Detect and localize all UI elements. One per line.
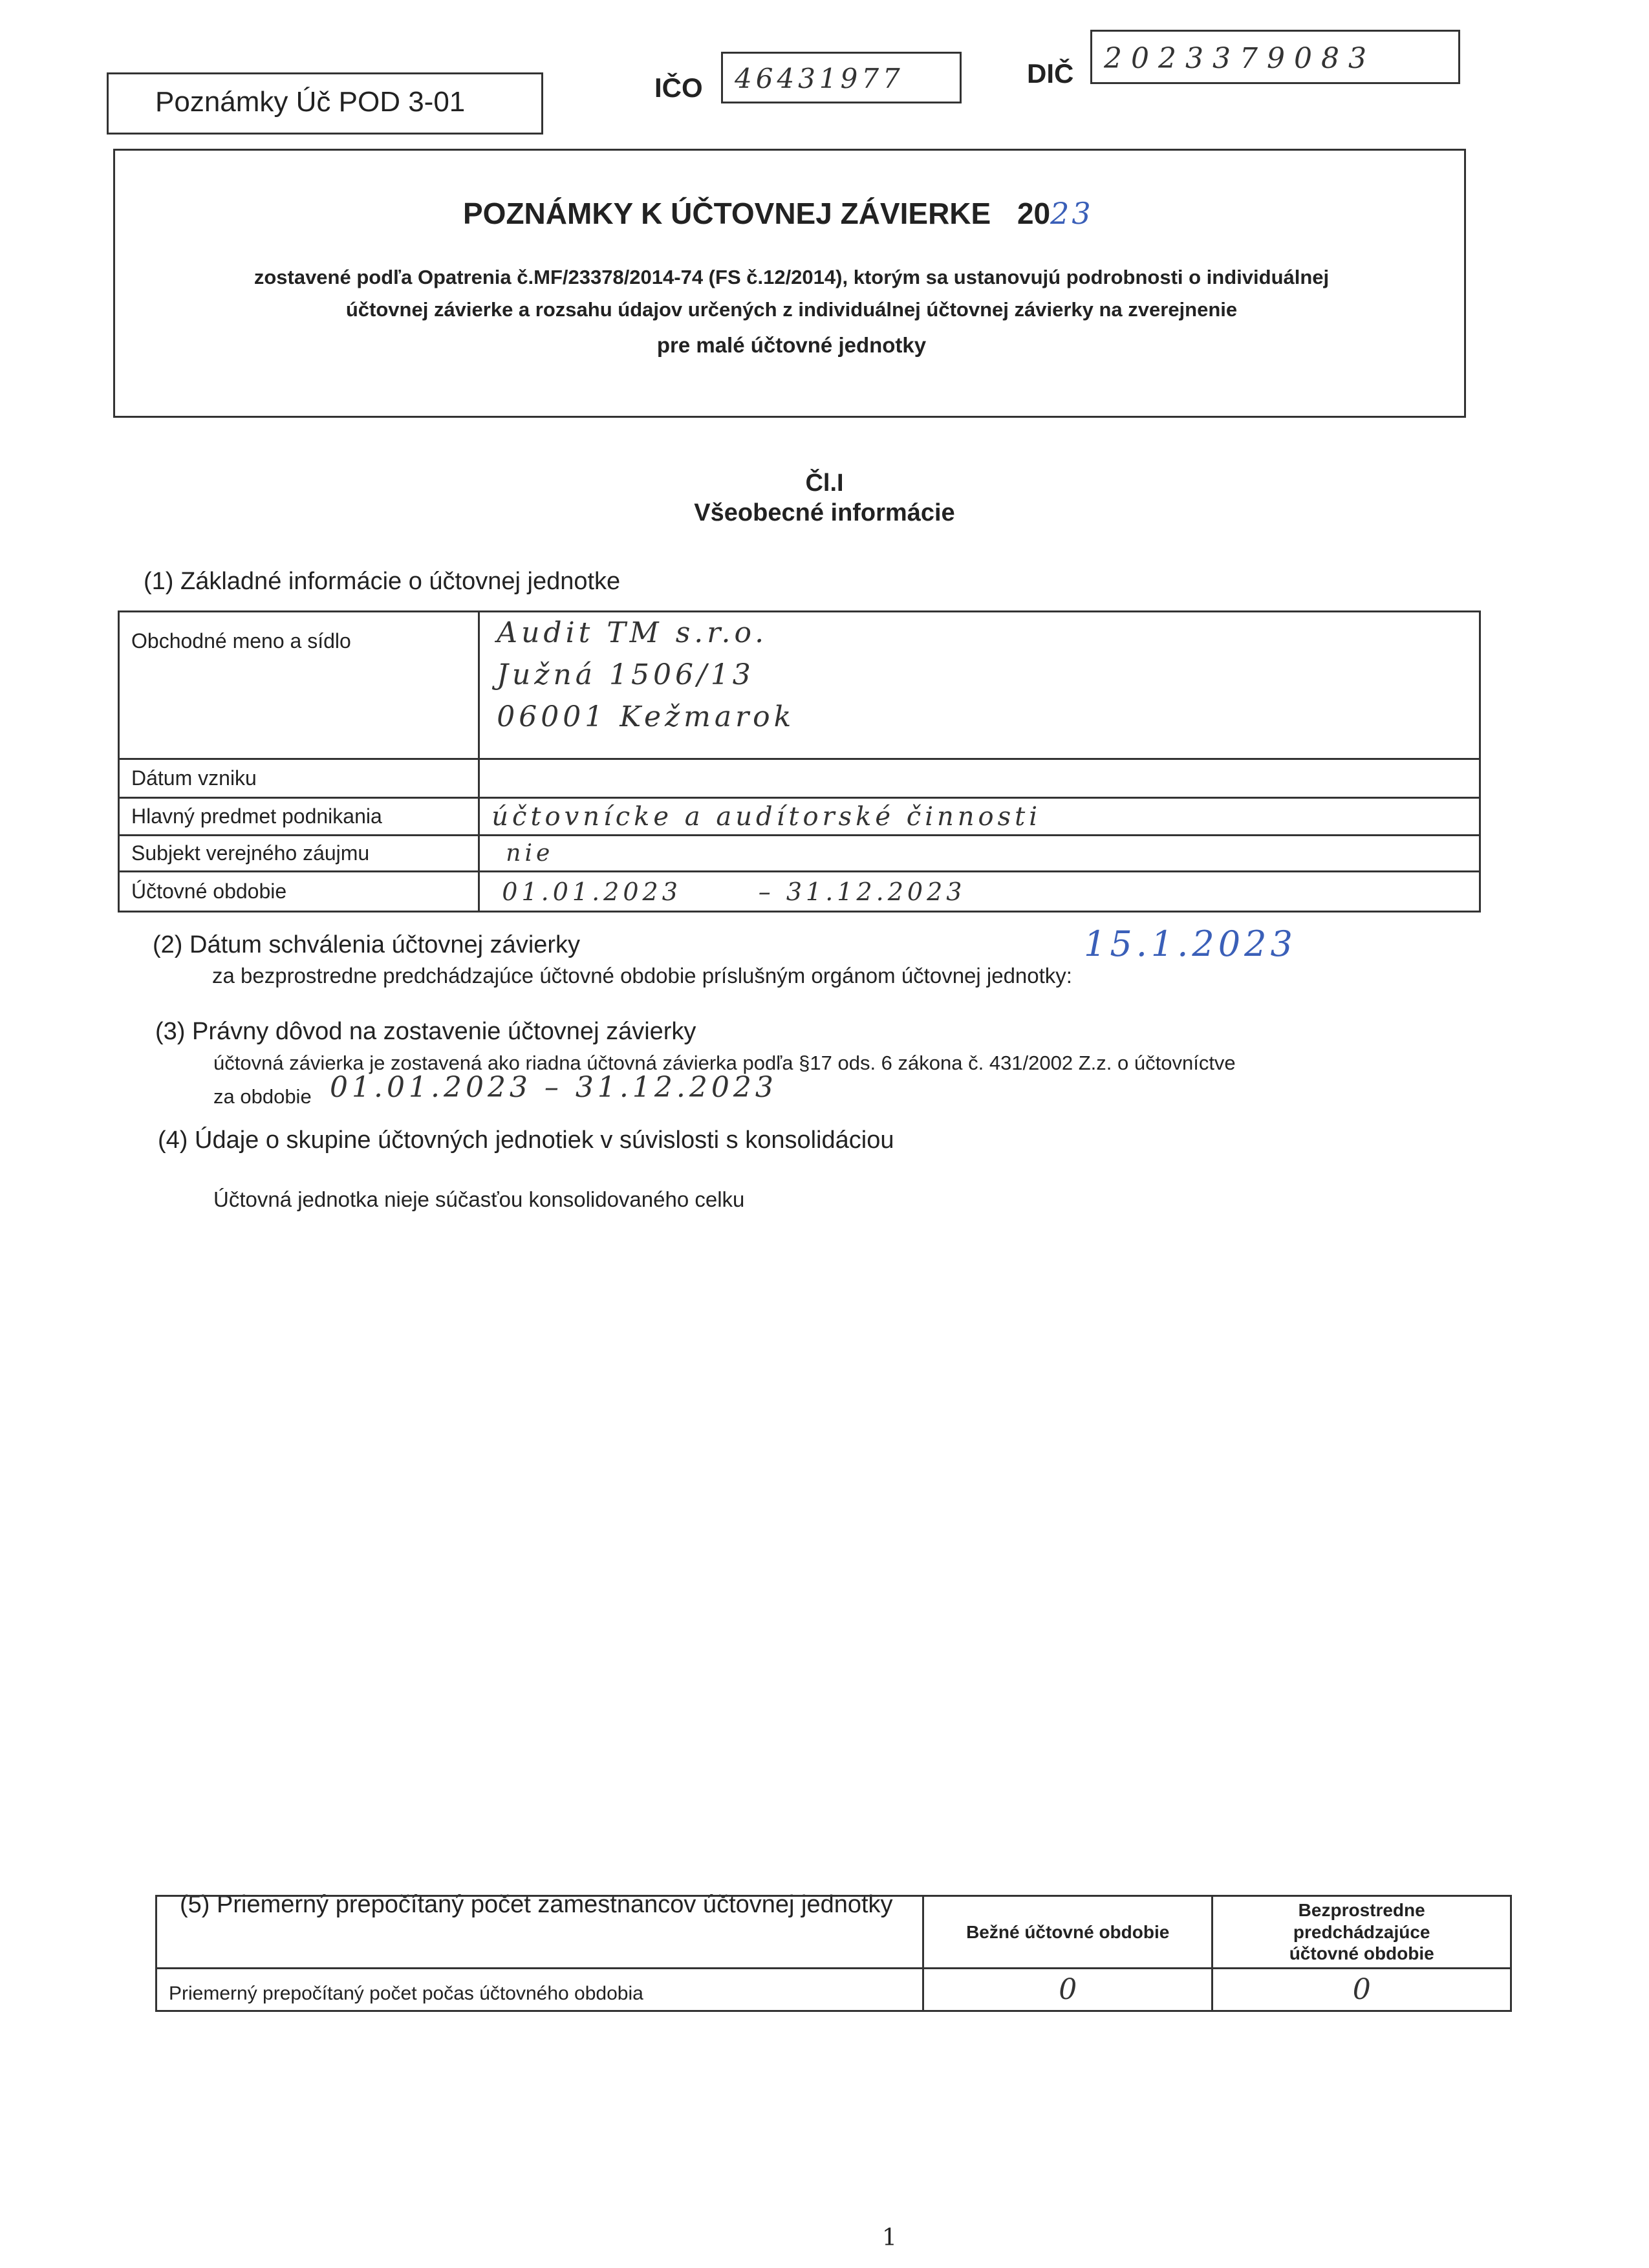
ico-field	[721, 52, 962, 103]
company-name: Audit TM s.r.o.	[497, 616, 768, 649]
header-blank-cell	[156, 1896, 923, 1969]
col-previous-line-3: účtovné obdobie	[1289, 1943, 1434, 1964]
section2-text: za bezprostredne predchádzajúce účtovné obdobie príslušným orgánom účtovnej jednotky:	[212, 964, 1072, 988]
row-label: Dátum vzniku	[119, 759, 479, 798]
section3-period-label: za obdobie	[213, 1085, 312, 1108]
row-label: Účtovné obdobie	[119, 872, 479, 912]
dic-field	[1090, 30, 1460, 84]
employees-table	[155, 1895, 1512, 2012]
section3-period-value: 01.01.2023 – 31.12.2023	[330, 1071, 777, 1104]
basic-info-table	[118, 610, 1481, 913]
dic-value: 2023379083	[1104, 42, 1375, 75]
accounting-period-cell	[479, 872, 1480, 912]
section1-title: (1) Základné informácie o účtovnej jednotke	[144, 568, 621, 595]
report-year-hand-2: 3	[1072, 196, 1091, 231]
form-code: Poznámky Úč POD 3-01	[155, 86, 466, 118]
title-line-2: účtovnej závierke a rozsahu údajov určených z individuálnej účtovnej závierky na zverejnenie	[345, 298, 1238, 321]
company-city: 06001 Kežmarok	[497, 700, 795, 733]
section3-text: účtovná závierka je zostavená ako riadna účtovná závierka podľa §17 ods. 6 zákona č. 431/2002 Z.z. o účtovníctve	[213, 1052, 1236, 1074]
row-label: Subjekt verejného záujmu	[119, 836, 479, 872]
title-line-1: zostavené podľa Opatrenia č.MF/23378/2014-74 (FS č.12/2014), ktorým sa ustanovujú podrobnosti o individuálnej	[253, 266, 1330, 288]
col-previous-period	[1212, 1896, 1511, 1969]
col-previous-line-1: Bezprostredne	[1298, 1900, 1425, 1921]
form-code-box	[107, 72, 543, 135]
current-employee-count: 0	[923, 1969, 1212, 2011]
title-line-3: pre malé účtovné jednotky	[656, 333, 927, 357]
table-row	[119, 872, 1480, 912]
table-row	[119, 836, 1480, 872]
founding-date-value	[479, 759, 1480, 798]
period-to: – 31.12.2023	[758, 877, 966, 906]
dic-label: DIČ	[1027, 58, 1074, 89]
period-from: 01.01.2023	[502, 877, 682, 906]
article-heading: Všeobecné informácie	[694, 499, 955, 526]
ico-label: IČO	[654, 72, 703, 103]
public-interest-value: nie	[479, 836, 1480, 872]
table-row	[119, 612, 1480, 759]
section4-text: Účtovná jednotka nieje súčasťou konsolidovaného celku	[213, 1187, 745, 1211]
col-current-period: Bežné účtovné obdobie	[923, 1896, 1212, 1969]
page-number: 1	[882, 2225, 897, 2251]
name-address-cell	[479, 612, 1480, 759]
section3-title: (3) Právny dôvod na zostavenie účtovnej závierky	[155, 1018, 696, 1045]
table-row	[156, 1969, 1511, 2011]
row-label: Obchodné meno a sídlo	[119, 612, 479, 759]
report-year-printed: 20	[1017, 197, 1051, 230]
section5-title: (5) Priemerný prepočítaný počet zamestnancov účtovnej jednotky	[180, 1891, 893, 1918]
title-block	[113, 149, 1466, 418]
col-previous-line-2: predchádzajúce	[1293, 1921, 1430, 1942]
company-street: Južná 1506/13	[497, 658, 755, 691]
row-label: Hlavný predmet podnikania	[119, 798, 479, 836]
article-number: Čl.I	[805, 470, 844, 497]
business-activity-value: účtovnícke a audítorské činnosti	[479, 798, 1480, 836]
ico-value: 46431977	[735, 63, 904, 94]
table-row	[119, 798, 1480, 836]
approval-date: 15.1.2023	[1084, 923, 1297, 964]
section2-title: (2) Dátum schválenia účtovnej závierky	[153, 931, 581, 958]
report-title-text: POZNÁMKY K ÚČTOVNEJ ZÁVIERKE	[463, 197, 991, 230]
table-row	[119, 759, 1480, 798]
previous-employee-count: 0	[1212, 1969, 1511, 2011]
report-year-hand-1: 2	[1050, 196, 1070, 231]
table-row	[156, 1896, 1511, 1969]
row-label: Priemerný prepočítaný počet počas účtovného obdobia	[156, 1969, 923, 2011]
section4-title: (4) Údaje o skupine účtovných jednotiek v súvislosti s konsolidáciou	[158, 1127, 894, 1154]
report-title	[463, 196, 1091, 231]
